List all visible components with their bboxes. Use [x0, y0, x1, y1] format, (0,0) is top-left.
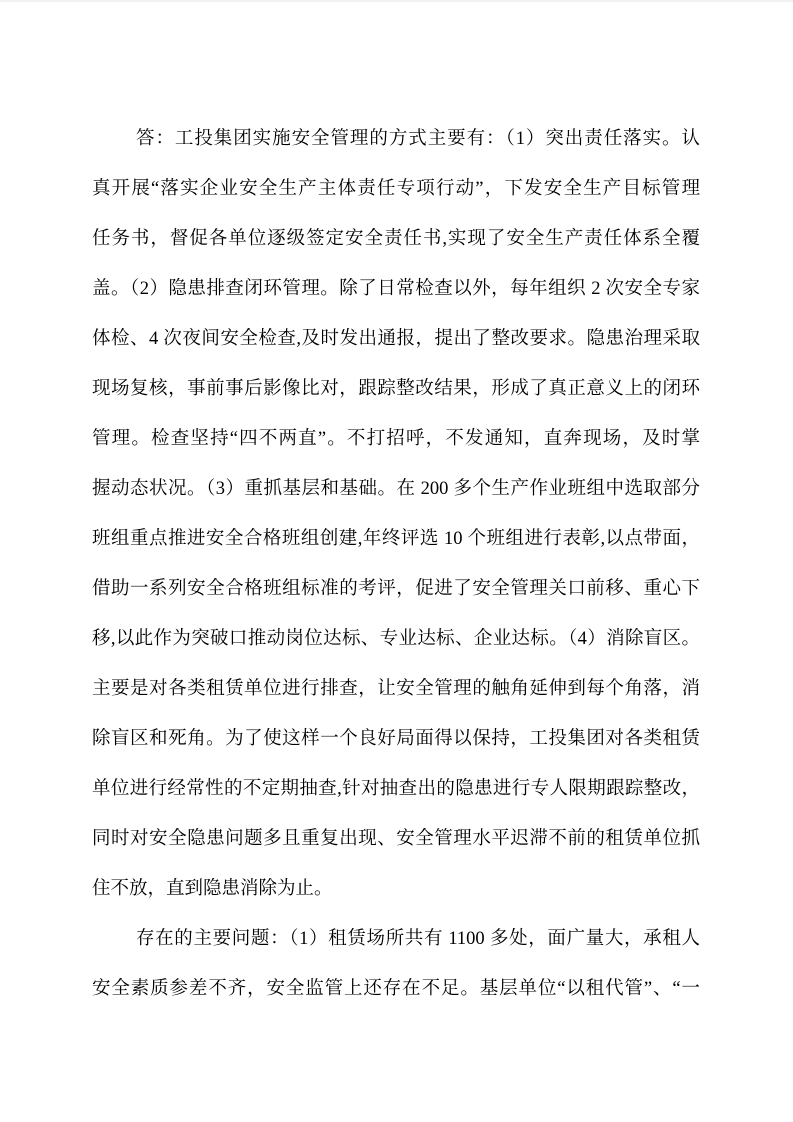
- text-line: 移,以此作为突破口推动岗位达标、专业达标、企业达标。（4）消除盲区。: [92, 629, 700, 649]
- text-line: 体检、4 次夜间安全检查,及时发出通报，提出了整改要求。隐患治理采取: [92, 329, 700, 349]
- text-line: 答：工投集团实施安全管理的方式主要有：（1）突出责任落实。认: [136, 129, 700, 149]
- text-line: 真开展“落实企业安全生产主体责任专项行动”，下发安全生产目标管理: [92, 179, 700, 199]
- text-line: 借助一系列安全合格班组标准的考评，促进了安全管理关口前移、重心下: [92, 579, 700, 599]
- text-line: 盖。（2）隐患排查闭环管理。除了日常检查以外，每年组织 2 次安全专家: [92, 279, 700, 299]
- text-line: 任务书，督促各单位逐级签定安全责任书,实现了安全生产责任体系全覆: [92, 229, 700, 249]
- text-line: 存在的主要问题：（1）租赁场所共有 1100 多处，面广量大，承租人: [136, 929, 700, 949]
- text-line: 同时对安全隐患问题多且重复出现、安全管理水平迟滞不前的租赁单位抓: [92, 829, 700, 849]
- text-line: 除盲区和死角。为了使这样一个良好局面得以保持，工投集团对各类租赁: [92, 729, 700, 749]
- paragraph-safety-management: [92, 114, 700, 914]
- text-line: 主要是对各类租赁单位进行排查，让安全管理的触角延伸到每个角落，消: [92, 679, 700, 699]
- text-line: 安全素质参差不齐，安全监管上还存在不足。基层单位“以租代管”、“一: [92, 979, 700, 999]
- paragraph-main-problems: [92, 914, 700, 1014]
- text-line: 单位进行经常性的不定期抽查,针对抽查出的隐患进行专人限期跟踪整改，: [92, 779, 700, 799]
- text-line: 班组重点推进安全合格班组创建,年终评选 10 个班组进行表彰,以点带面，: [92, 529, 700, 549]
- text-line: 握动态状况。（3）重抓基层和基础。在 200 多个生产作业班组中选取部分: [92, 479, 700, 499]
- document-body: [92, 114, 700, 1014]
- text-line: 管理。检查坚持“四不两直”。不打招呼，不发通知，直奔现场，及时掌: [92, 429, 700, 449]
- text-line: 住不放，直到隐患消除为止。: [92, 879, 333, 899]
- text-line: 现场复核，事前事后影像比对，跟踪整改结果，形成了真正意义上的闭环: [92, 379, 700, 399]
